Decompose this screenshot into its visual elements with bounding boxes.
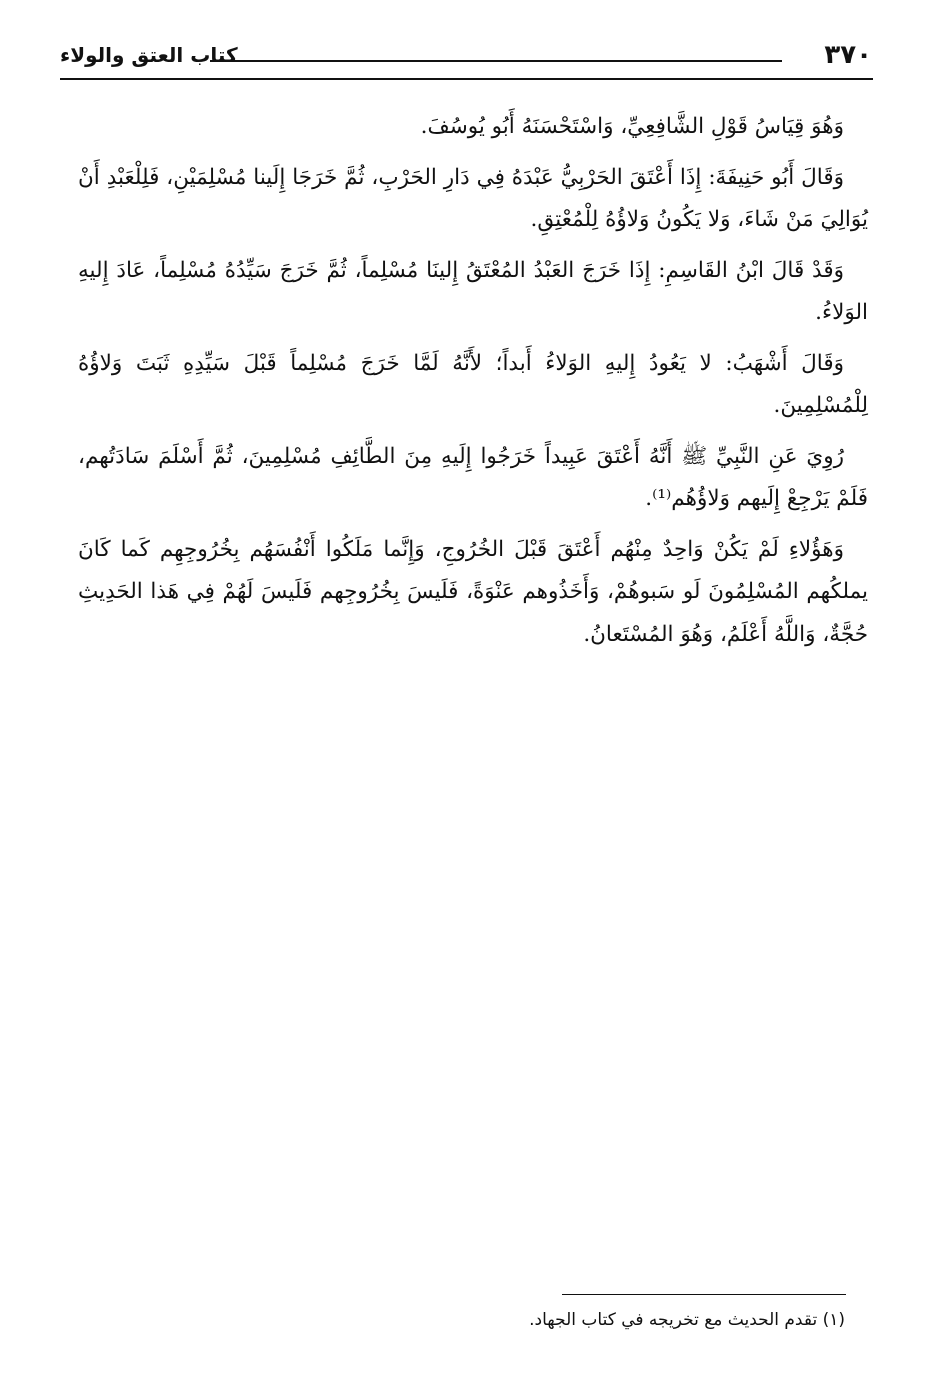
running-title: كتاب العتق والولاء	[60, 43, 238, 67]
main-text	[78, 106, 868, 664]
page-number: ٣٧٠	[824, 40, 872, 70]
paragraph: وَهَؤُلاءِ لَمْ يَكُنْ وَاحِدٌ مِنْهُم أَعْتَقَ قَبْلَ الخُرُوجِ، وَإِنَّما مَلَكُوا أَنْفُسَهُم بِخُرُوجِهِم كَما كَانَ يملكُهم المُسْلِمُونَ لَو سَبوهُمْ، وَأَخَذُوهم عَنْوَةً، فَلَيسَ بِخُرُوجِهم فَلَيسَ لَهُمْ فِي هَذا الحَدِيثِ حُجَّةٌ، وَاللَّهُ أَعْلَمُ، وَهُوَ المُسْتَعانُ.	[78, 536, 868, 647]
paragraph: وَقَالَ أَبُو حَنِيفَةَ: إِذَا أَعْتَقَ الحَرْبِيُّ عَبْدَهُ فِي دَارِ الحَرْبِ، ثُمَّ خَرَجَا إِلَينا مُسْلِمَيْنِ، فَلِلْعَبْدِ أَنْ يُوَالِيَ مَنْ شَاءَ، وَلا يَكُونُ وَلاؤُهُ لِلْمُعْتِقِ.	[78, 164, 868, 232]
footnote-rule	[562, 1294, 846, 1295]
header-rule	[60, 78, 873, 80]
paragraph: وَهُوَ قِيَاسُ قَوْلِ الشَّافِعِيِّ، وَاسْتَحْسَنَهُ أَبُو يُوسُفَ.	[420, 114, 844, 139]
paragraph: وَقَالَ أَشْهَبُ: لا يَعُودُ إِليهِ الوَلاءُ أَبداً؛ لأَنَّهُ لَمَّا خَرَجَ مُسْلِماً قَبْلَ سَيِّدِهِ ثَبَتَ وَلاؤُهُ لِلْمُسْلِمِينَ.	[78, 350, 868, 418]
header-dash-line	[210, 60, 782, 62]
footnote: (١) تقدم الحديث مع تخريجه في كتاب الجهاد.	[529, 1310, 845, 1330]
paragraph: وَقَدْ قَالَ ابْنُ القَاسِمِ: إِذَا خَرَجَ العَبْدُ المُعْتَقُ إِلينَا مُسْلِماً، ثُمَّ خَرَجَ سَيِّدُهُ مُسْلِماً، عَادَ إِليهِ الوَلاءُ.	[78, 257, 868, 325]
running-header	[60, 34, 872, 80]
paragraph: رُوِيَ عَنِ النَّبِيِّ ﷺ أَنَّهُ أَعْتَقَ عَبِيداً خَرَجُوا إِلَيهِ مِنَ الطَّائِفِ مُسْلِمِينَ، ثُمَّ أَسْلَمَ سَادَتُهم، فَلَمْ يَرْجِعْ إِلَيهم وَلاؤُهُم⁽¹⁾.	[78, 443, 868, 511]
